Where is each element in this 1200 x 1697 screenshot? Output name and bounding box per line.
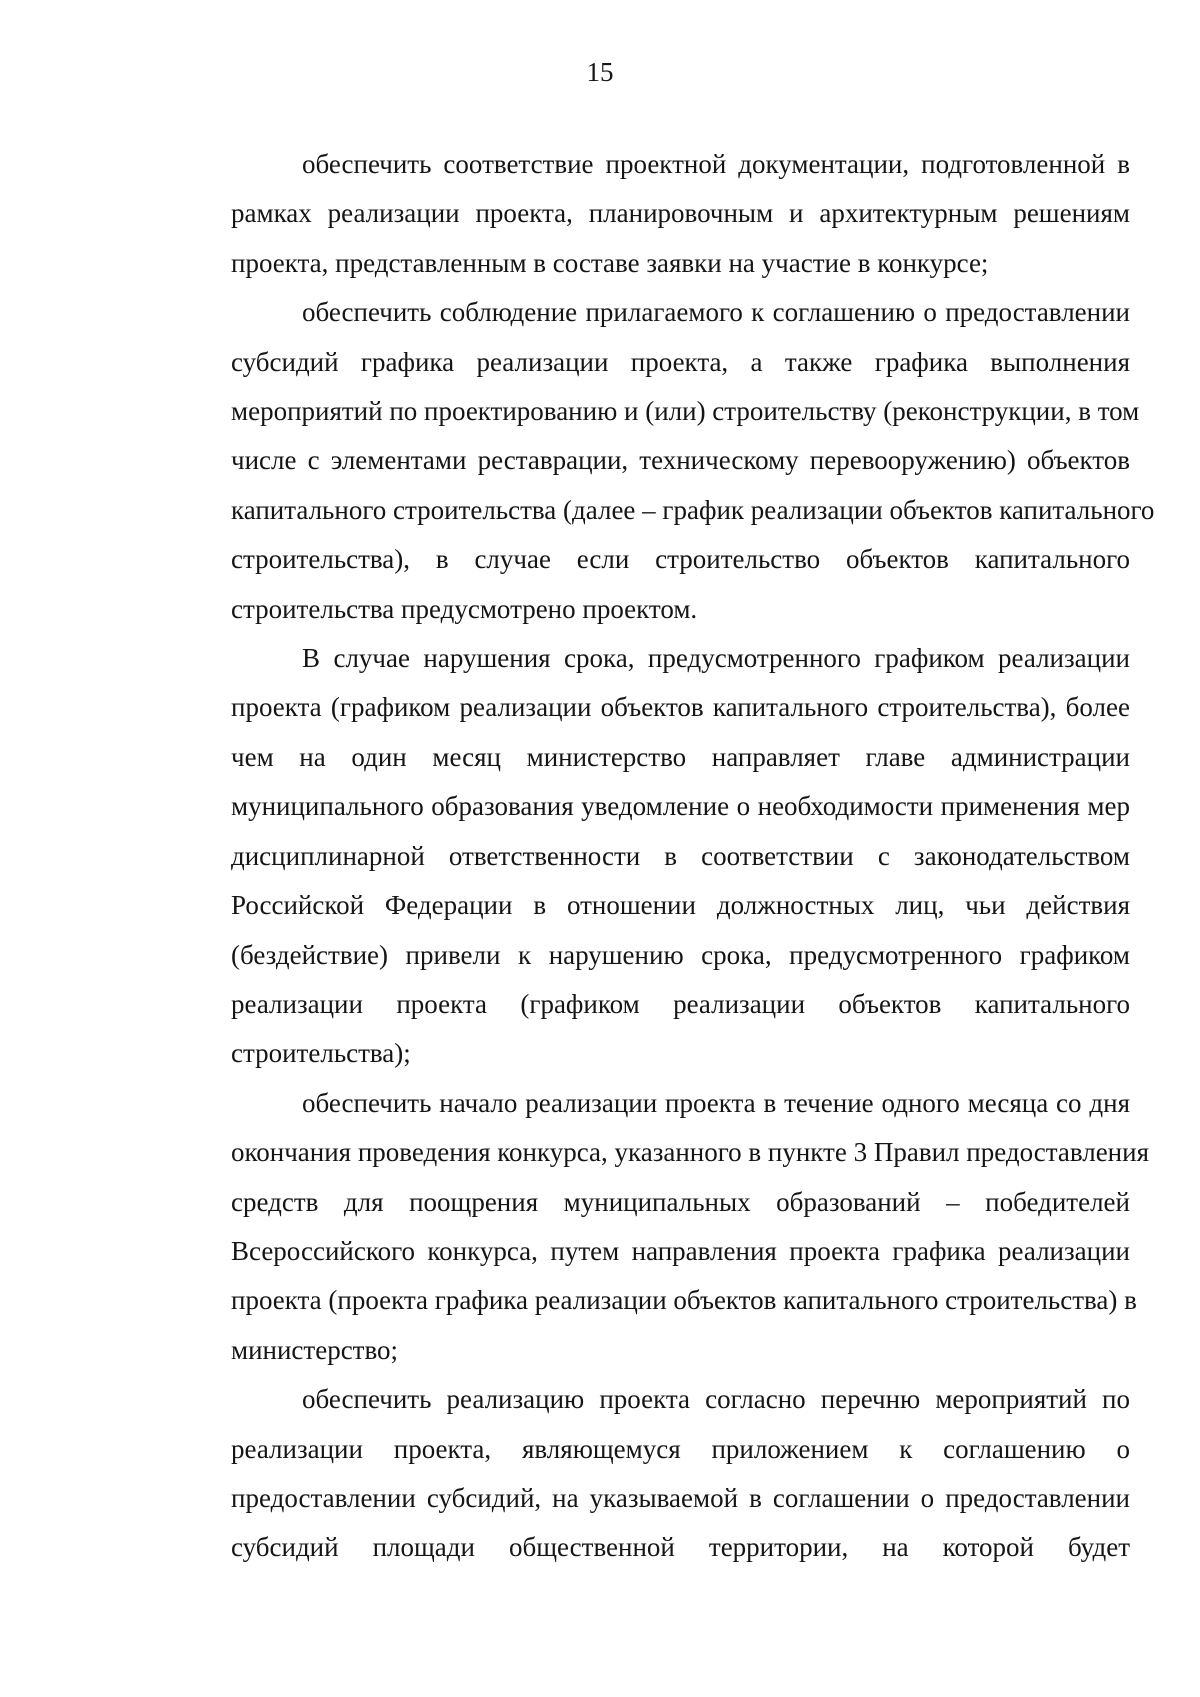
text-line: числе с элементами реставрации, техническому перевооружению) объектов [231, 445, 1130, 476]
text-line: В случае нарушения срока, предусмотренного графиком реализации [302, 643, 1130, 674]
text-line: обеспечить соответствие проектной документации, подготовленной в [302, 149, 1130, 179]
paragraph-project-start [160, 1079, 1149, 1375]
text-line: средств для поощрения муниципальных образований – победителей [231, 1186, 1130, 1217]
text-line: обеспечить соблюдение прилагаемого к соглашению о предоставлении [302, 297, 1130, 328]
text-line: рамках реализации проекта, планировочным и архитектурным решениям [231, 198, 1130, 229]
text-line: мероприятий по проектированию и (или) строительству (реконструкции, в том [231, 396, 1140, 427]
text-line: проекта, представленным в составе заявки на участие в конкурсе; [231, 247, 989, 278]
page-number: 15 [586, 57, 614, 87]
text-line: (бездействие) привели к нарушению срока, предусмотренного графиком [231, 939, 1130, 970]
paragraph-project-documentation [160, 140, 1130, 288]
text-line: строительства), в случае если строительство объектов капитального [231, 544, 1130, 575]
text-line: предоставлении субсидий, на указываемой в соглашении о предоставлении [231, 1482, 1130, 1513]
text-line: министерство; [231, 1334, 399, 1365]
text-line: строительства); [231, 1038, 411, 1069]
paragraph-deadline-violation [160, 634, 1130, 1079]
text-line: реализации проекта (графиком реализации объектов капитального [231, 988, 1130, 1019]
text-line: реализации проекта, являющемуся приложением к соглашению о [231, 1433, 1130, 1464]
text-line: проекта (проекта графика реализации объектов капитального строительства) в [231, 1285, 1137, 1316]
text-line: муниципального образования уведомление о необходимости применения мер [231, 791, 1130, 822]
text-line: окончания проведения конкурса, указанного в пункте 3 Правил предоставления [231, 1137, 1149, 1168]
text-line: субсидий графика реализации проекта, а также графика выполнения [231, 346, 1130, 377]
paragraph-schedule-compliance [160, 288, 1155, 634]
document-body [160, 140, 1155, 1573]
text-line: дисциплинарной ответственности в соответствии с законодательством [231, 840, 1130, 871]
text-line: проекта (графиком реализации объектов капитального строительства), более [231, 692, 1130, 723]
text-line: капитального строительства (далее – график реализации объектов капитального [231, 494, 1155, 525]
paragraph-project-implementation [160, 1375, 1130, 1573]
text-line: субсидий площади общественной территории, на которой будет [231, 1532, 1130, 1563]
text-line: Всероссийского конкурса, путем направления проекта графика реализации [231, 1235, 1130, 1266]
text-line: обеспечить реализацию проекта согласно перечню мероприятий по [302, 1384, 1130, 1415]
text-line: Российской Федерации в отношении должностных лиц, чьи действия [231, 890, 1130, 921]
text-line: строительства предусмотрено проектом. [231, 593, 698, 624]
text-line: чем на один месяц министерство направляет главе администрации [231, 741, 1130, 772]
text-line: обеспечить начало реализации проекта в течение одного месяца со дня [302, 1087, 1130, 1118]
